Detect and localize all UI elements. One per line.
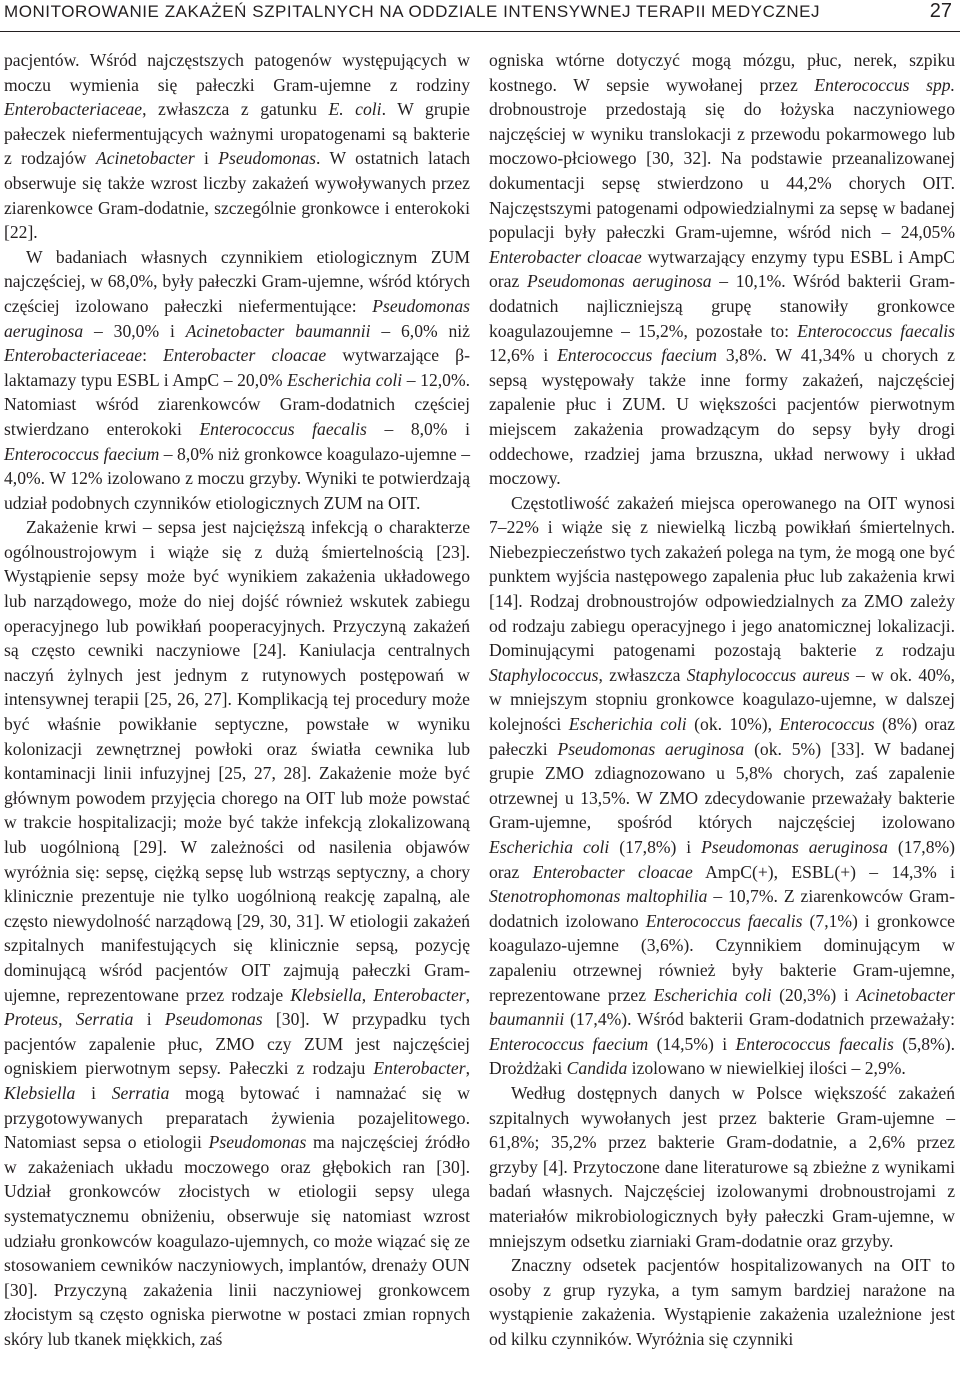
- italic-run: Proteus: [4, 1009, 59, 1030]
- paragraph: [489, 491, 955, 1081]
- paragraph: [489, 1081, 955, 1253]
- italic-run: Enterobacter cloacae: [489, 246, 642, 267]
- page-header: [0, 0, 960, 30]
- text-run: – 12,0%. Natomiast wśród ziarenkowców Gram-dodatnich częściej stwierdzano enterokoki: [4, 369, 470, 439]
- text-run: [30]. W przypadku tych pacjentów zapalenie płuc, ZMO czy ZUM jest najczęściej ogniskiem pierwotnym sepsy. Pałeczki z rodzaju: [4, 1009, 471, 1079]
- text-run: ,: [465, 1058, 470, 1079]
- text-run: (20,3%) i: [771, 984, 857, 1005]
- text-run: – w ok. 40%, w mniejszym stopniu gronkowce koagulazo-ujemne, w dalszej kolejności: [489, 664, 955, 735]
- text-run: (8%) oraz pałeczki: [489, 714, 955, 759]
- italic-run: Enterococcus faecalis: [199, 418, 367, 439]
- text-run: – 8,0% niż gronkowce koagulazo-ujemne – 4,0%. W 12% izolowano z moczu grzyby. Wyniki te potwierdzają udział podobnych czynników etiologicznych ZUM na OIT.: [4, 443, 470, 513]
- text-run: i: [194, 148, 219, 169]
- text-run: Znaczny odsetek pacjentów hospitalizowanych na OIT to osoby z grup ryzyka, a tym samym bardziej narażone na wystąpienie zakażenia. Wystąpienie zakażenia uzależnione jest od kilku czynników. Wyróżnia się czynniki: [489, 1255, 955, 1349]
- text-run: mogą bytować i namnażać się w przygotowywanych preparatach żywienia pozajelitowego. Natomiast sepsa o etiologii: [4, 1082, 470, 1153]
- text-run: ,: [361, 984, 374, 1005]
- text-run: AmpC(+), ESBL(+) – 14,3% i: [692, 861, 955, 882]
- italic-run: E. coli: [328, 99, 382, 120]
- running-title: MONITOROWANIE ZAKAŻEŃ SZPITALNYCH NA ODDZIALE INTENSYWNEJ TERAPII MEDYCZNEJ: [4, 2, 821, 21]
- text-run: ,: [465, 984, 471, 1005]
- italic-run: Escherichia coli: [653, 984, 772, 1005]
- italic-run: Acinetobacter baumannii: [185, 320, 371, 341]
- italic-run: Enterobacter cloacae: [532, 861, 693, 882]
- italic-run: Enterococcus spp.: [814, 74, 955, 95]
- italic-run: Staphylococcus: [489, 664, 599, 685]
- italic-run: Pseudomonas: [218, 148, 317, 169]
- text-run: wytwarzający enzymy typu ESBL i AmpC oraz: [489, 246, 955, 292]
- italic-run: Pseudomonas aeruginosa: [526, 271, 712, 292]
- italic-run: Enterococcus faecalis: [645, 910, 803, 931]
- italic-run: Pseudomonas: [164, 1009, 263, 1030]
- text-run: ,: [58, 1009, 76, 1030]
- text-run: (ok. 5%) [33]. W badanej grupie ZMO zdiagnozowano u 5,8% chorych, zaś zapalenie otrzewnej u 13,5%. W ZMO zdecydowanie przeważały bakterie Gram-ujemne, spośród których najczęściej izolowano: [489, 738, 955, 833]
- italic-run: Candida: [566, 1058, 628, 1079]
- italic-run: Acinetobacter: [95, 148, 195, 169]
- text-run: , zwłaszcza z gatunku: [142, 99, 329, 120]
- italic-run: Pseudomonas: [208, 1132, 307, 1153]
- text-run: 3,8%. W 41,34% u chorych z sepsą występowały także inne formy zakażeń, najczęściej zapalenie płuc i ZUM. U większości pacjentów pierwotnym miejscem zakażenia prowadzącym do sepsy były drogi oddechowe, rzadziej jama brzuszna, układ nerwowy i układ moczowy.: [489, 345, 955, 489]
- italic-run: Serratia: [75, 1009, 134, 1030]
- text-run: . W ostatnich latach obserwuje się także wzrost liczby zakażeń wywoływanych przez ziarenkowce Gram-dodatnie, szczególnie gronkowce i enterokoki [22].: [4, 148, 470, 243]
- italic-run: Enterococcus faecium: [489, 1033, 649, 1054]
- italic-run: Staphylococcus aureus: [686, 664, 850, 685]
- text-run: – 10,1%. Wśród bakterii Gram-dodatnich najliczniejszą grupę stanowiły gronkowce koagulazoujemne – 15,2%, pozostałe to:: [489, 271, 955, 341]
- text-run: . W grupie pałeczek niefermentujących ważnymi uropatogenami są bakterie z rodzajów: [4, 99, 470, 169]
- paragraph: [4, 48, 470, 245]
- text-run: (17,4%). Wśród bakterii Gram-dodatnich przeważały:: [564, 1009, 955, 1030]
- text-run: Częstotliwość zakażeń miejsca operowanego na OIT wynosi 7–22% i wiąże się z niewielką liczbą powikłań śmiertelnych. Niebezpieczeństwo tych zakażeń polega na tym, że mogą one być punktem wyjścia następowego zapalenia płuc lub zakażenia krwi [14]. Rodzaj drobnoustrojów odpowiedzialnych za ZMO zależy od rodzaju zabiegu operacyjnego i jego anatomicznej lokalizacji. Dominującymi patogenami pozostają bakterie z rodzaju: [489, 492, 955, 661]
- text-run: drobnoustroje przedostają się do łożyska naczyniowego najczęściej w wyniku translokacji z przewodu pokarmowego lub moczowo-płciowego [30, 32]. Na podstawie przeanalizowanej dokumentacji sepsę stwierdzono u 44,2% chorych OIT. Najczęstszymi patogenami odpowiedzialnymi za sepsę w badanej populacji były pałeczki Gram-ujemne, wśród nich – 24,05%: [489, 99, 955, 243]
- italic-run: Escherichia coli: [287, 369, 403, 390]
- italic-run: Enterococcus faecium: [557, 345, 717, 366]
- text-run: – 8,0% i: [366, 418, 470, 439]
- italic-run: Enterococcus: [779, 714, 875, 735]
- paragraph: [4, 515, 470, 1351]
- italic-run: Pseudomonas aeruginosa: [557, 738, 745, 759]
- left-column: [4, 48, 470, 1351]
- text-run: i: [75, 1082, 112, 1103]
- italic-run: Serratia: [111, 1082, 170, 1103]
- text-run: – 6,0% niż: [370, 320, 470, 341]
- italic-run: Enterobacter: [373, 1058, 466, 1079]
- italic-run: Stenotrophomonas maltophilia: [489, 886, 708, 907]
- italic-run: Klebsiella: [290, 984, 362, 1005]
- text-run: (ok. 10%),: [686, 714, 780, 735]
- text-run: – 30,0% i: [83, 320, 186, 341]
- italic-run: Klebsiella: [4, 1082, 76, 1103]
- italic-run: Enterobacteriaceae: [4, 345, 143, 366]
- text-run: (7,1%) i gronkowce koagulazo-ujemne (3,6%). Czynnikiem dominującym w zapaleniu otrzewnej również były bakterie Gram-ujemne, reprezentowane przez: [489, 910, 955, 1005]
- italic-run: Enterococcus faecalis: [797, 320, 955, 341]
- italic-run: Pseudomonas aeruginosa: [4, 295, 470, 341]
- italic-run: Escherichia coli: [568, 714, 687, 735]
- paragraph: [489, 1253, 955, 1351]
- text-run: (5,8%). Drożdżaki: [489, 1033, 955, 1079]
- italic-run: Enterococcus faecalis: [735, 1033, 894, 1054]
- text-run: Według dostępnych danych w Polsce większość zakażeń szpitalnych wywołanych jest przez bakterie Gram-ujemne – 61,8%; 35,2% przez bakterie Gram-dodatnie, a 2,6% przez grzyby [4]. Przytoczone dane literaturowe są zbieżne z wynikami badań własnych. Najczęściej izolowanymi drobnoustrojami z materiałów mikrobiologicznych były pałeczki Gram-ujemne, w mniejszym odsetku ziarniaki Gram-dodatnie oraz grzyby.: [489, 1082, 955, 1251]
- italic-run: Acinetobacter baumannii: [489, 984, 955, 1030]
- text-run: ogniska wtórne dotyczyć mogą mózgu, płuc, nerek, szpiku kostnego. W sepsie wywołanej przez: [489, 50, 955, 95]
- text-run: (17,8%) i: [609, 837, 702, 857]
- text-run: :: [142, 345, 164, 366]
- italic-run: Enterobacteriaceae: [4, 99, 143, 120]
- right-column: [489, 48, 955, 1351]
- text-run: izolowano w niewielkiej ilości – 2,9%.: [627, 1058, 906, 1079]
- text-run: pacjentów. Wśród najczęstszych patogenów występujących w moczu wymienia się pałeczki Gram-ujemne z rodziny: [4, 50, 470, 95]
- italic-run: Enterococcus faecium: [4, 443, 160, 464]
- text-run: Zakażenie krwi – sepsa jest najcięższą infekcją o charakterze ogólnoustrojowym i wiąże się z dużą śmiertelnością [23]. Wystąpienie sepsy może być wynikiem zakażenia układowego lub narządowego, może do niej dojść również wskutek zabiegu operacyjnego lub powikłań pooperacyjnych. Przyczyną zakażeń są często cewniki naczyniowe [24]. Kaniulacja centralnych naczyń żylnych jest jednym z rutynowych postępowań w intensywnej terapii [25, 26, 27]. Komplikacją tej procedury może być właśnie powikłanie septyczne, powstałe w wyniku kolonizacji zewnętrznej powłoki oraz światła cewnika lub kontaminacji linii infuzyjnej [25, 27, 28]. Zakażenie może być głównym powodem przyjęcia chorego na OIT lub może powstać w trakcie hospitalizacji; może być także infekcją zlokalizowaną lub uogólnioną [29]. W zależności od nasilenia objawów wyróżnia się: sepsę, ciężką sepsę lub wstrząs septyczny, a chory klinicznie prezentuje nie tylko uogólnioną reakcję zapalną, ale często niewydolność narządową [29, 30, 31]. W etiologii zakażeń szpitalnych manifestujących się klinicznie sepsą, pozycję dominującą wśród pacjentów OIT zajmują pałeczki Gram-ujemne, reprezentowane przez rodzaje: [4, 517, 470, 1005]
- paragraph: [489, 48, 955, 491]
- text-run: ma najczęściej źródło w zakażeniach układu moczowego oraz głębokich ran [30]. Udział gronkowców złocistych w etiologii sepsy ulega systematycznemu obniżeniu, obserwuje się natomiast wzrost udziału gronkowców koagulazo-ujemnych, co może wiązać się ze stosowaniem cewników naczyniowych, implantów, drenaży OUN [30]. Przyczyną zakażenia linii naczyniowej gronkowcem złocistym są często ogniska pierwotne w postaci zmian ropnych skóry lub tkanek miękkich, zaś: [4, 1132, 470, 1349]
- italic-run: Escherichia coli: [489, 837, 610, 857]
- text-run: wytwarzające β-laktamazy typu ESBL i AmpC – 20,0%: [4, 345, 470, 390]
- header-rule: [0, 31, 960, 32]
- italic-run: Enterobacter cloacae: [163, 345, 327, 366]
- text-run: , zwłaszcza: [598, 664, 687, 685]
- italic-run: Pseudomonas aeruginosa: [701, 837, 888, 857]
- page-number: 27: [929, 0, 952, 22]
- italic-run: Enterobacter: [373, 984, 466, 1005]
- paragraph: [4, 245, 470, 516]
- text-run: (17,8%) oraz: [489, 837, 956, 882]
- text-run: i: [133, 1009, 165, 1030]
- text-run: 12,6% i: [489, 345, 558, 366]
- text-run: W badaniach własnych czynnikiem etiologicznym ZUM najczęściej, w 68,0%, były pałeczki Gram-ujemne, wśród których częściej izolowano pałeczki niefermentujące:: [4, 246, 470, 316]
- text-run: (14,5%) i: [648, 1033, 736, 1054]
- text-run: – 10,7%. Z ziarenkowców Gram-dodatnich izolowano: [489, 886, 955, 931]
